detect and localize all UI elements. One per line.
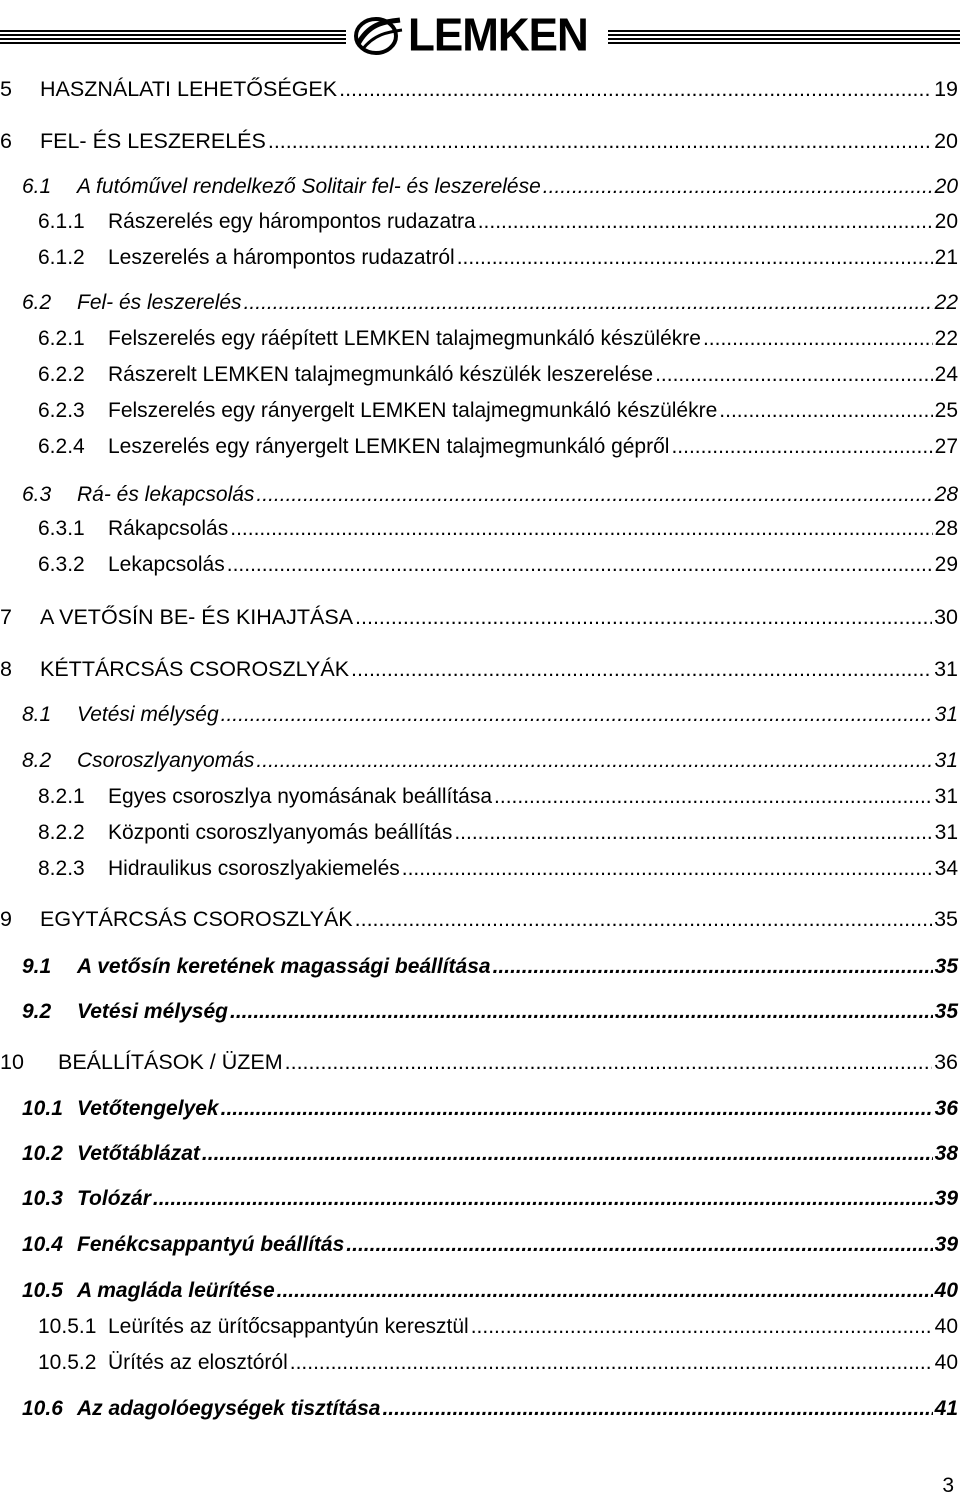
toc-entry-number: 6.2.2 <box>38 363 85 386</box>
toc-entry[interactable] <box>0 744 958 774</box>
toc-entry-number: 6.3.2 <box>38 553 85 576</box>
toc-entry[interactable] <box>0 512 958 542</box>
toc-entry-number: 9 <box>0 907 12 931</box>
toc-entry-title: Felszerelés egy ráépített LEMKEN talajmegmunkáló készülékre <box>108 327 701 350</box>
toc-entry-title: Leürítés az ürítőcsappantyún keresztül <box>108 1315 469 1338</box>
toc-leader-dots <box>268 128 932 154</box>
toc-entry-page: 22 <box>934 327 958 350</box>
toc-entry-page: 31 <box>934 703 958 726</box>
toc-leader-dots <box>351 656 932 682</box>
toc-leader-dots <box>457 245 933 271</box>
page-header <box>0 10 960 62</box>
toc-leader-dots <box>202 1141 933 1167</box>
toc-entry-title: Rá- és lekapcsolás <box>77 483 255 506</box>
toc-entry-title: A magláda leürítése <box>77 1279 275 1302</box>
toc-entry[interactable] <box>0 852 958 882</box>
toc-entry-number: 6.3.1 <box>38 517 85 540</box>
toc-entry-page: 31 <box>934 749 958 772</box>
toc-entry-page: 41 <box>934 1397 958 1420</box>
toc-leader-dots <box>478 209 933 235</box>
toc-entry-number: 10.4 <box>22 1233 63 1256</box>
header-rule-left <box>0 30 346 46</box>
toc-entry-number: 8.2.3 <box>38 857 85 880</box>
toc-entry[interactable] <box>0 600 958 630</box>
toc-entry-title: Rászerelés egy hárompontos rudazatra <box>108 210 476 233</box>
toc-leader-dots <box>471 1314 933 1340</box>
toc-entry-title: A futóművel rendelkező Solitair fel- és leszerelése <box>77 175 541 198</box>
toc-entry[interactable] <box>0 430 958 460</box>
toc-leader-dots <box>256 748 932 774</box>
toc-entry[interactable] <box>0 170 958 200</box>
toc-leader-dots <box>543 174 933 200</box>
toc-entry-title: Fenékcsappantyú beállítás <box>77 1233 345 1256</box>
lemken-emblem-icon <box>352 14 404 58</box>
toc-entry-page: 30 <box>934 605 958 629</box>
toc-entry[interactable] <box>0 1092 958 1122</box>
toc-entry-title: Leszerelés egy rányergelt LEMKEN talajmegmunkáló gépről <box>108 435 670 458</box>
toc-entry-title: Csoroszlyanyomás <box>77 749 255 772</box>
toc-entry-page: 22 <box>934 291 958 314</box>
toc-entry[interactable] <box>0 1045 958 1075</box>
toc-entry-number: 8.2 <box>22 749 52 772</box>
toc-entry-page: 24 <box>934 363 958 386</box>
toc-leader-dots <box>153 1186 933 1212</box>
toc-entry-number: 10 <box>0 1050 24 1074</box>
toc-leader-dots <box>703 326 933 352</box>
toc-leader-dots <box>671 434 932 460</box>
toc-entry-page: 39 <box>934 1233 958 1256</box>
toc-entry-number: 10.5 <box>22 1279 63 1302</box>
toc-entry-page: 36 <box>934 1050 958 1074</box>
toc-entry[interactable] <box>0 950 958 980</box>
toc-entry[interactable] <box>0 1228 958 1258</box>
toc-entry[interactable] <box>0 72 958 102</box>
toc-entry-page: 35 <box>934 907 958 931</box>
toc-leader-dots <box>230 516 932 542</box>
toc-entry[interactable] <box>0 698 958 728</box>
toc-entry-title: Lekapcsolás <box>108 553 225 576</box>
toc-entry-number: 8.2.2 <box>38 821 85 844</box>
toc-leader-dots <box>221 702 933 728</box>
toc-entry-number: 9.2 <box>22 1000 52 1023</box>
toc-entry-number: 5 <box>0 77 12 101</box>
toc-entry-title: Az adagolóegységek tisztítása <box>77 1397 381 1420</box>
toc-entry-page: 38 <box>934 1142 958 1165</box>
toc-entry-title: Egyes csoroszlya nyomásának beállítása <box>108 785 493 808</box>
toc-entry-page: 31 <box>934 657 958 681</box>
toc-entry[interactable] <box>0 124 958 154</box>
toc-leader-dots <box>339 76 932 102</box>
toc-entry-number: 7 <box>0 605 12 629</box>
toc-entry-title: Rászerelt LEMKEN talajmegmunkáló készülék leszerelése <box>108 363 654 386</box>
toc-entry-title: Fel- és leszerelés <box>77 291 242 314</box>
toc-leader-dots <box>346 1232 932 1258</box>
toc-entry-number: 10.5.1 <box>38 1315 97 1338</box>
toc-entry-title: A VETŐSÍN BE- ÉS KIHAJTÁSA <box>40 605 354 629</box>
toc-entry-number: 8.1 <box>22 703 52 726</box>
toc-leader-dots <box>402 856 933 882</box>
toc-entry-page: 28 <box>934 517 958 540</box>
toc-entry-title: BEÁLLÍTÁSOK / ÜZEM <box>58 1050 283 1074</box>
toc-leader-dots <box>494 784 933 810</box>
toc-entry-title: EGYTÁRCSÁS CSOROSZLYÁK <box>40 907 353 931</box>
lemken-logo <box>352 10 604 62</box>
toc-entry-title: Vetési mélység <box>77 1000 228 1023</box>
toc-entry-page: 35 <box>934 955 958 978</box>
toc-entry-page: 40 <box>934 1279 958 1302</box>
toc-leader-dots <box>719 398 932 424</box>
toc-entry-page: 31 <box>934 785 958 808</box>
toc-entry[interactable] <box>0 652 958 682</box>
toc-entry-page: 40 <box>934 1351 958 1374</box>
toc-entry-number: 6.1 <box>22 175 52 198</box>
toc-entry[interactable] <box>0 995 958 1025</box>
toc-entry-title: Rákapcsolás <box>108 517 229 540</box>
toc-entry-page: 34 <box>934 857 958 880</box>
toc-leader-dots <box>355 906 932 932</box>
toc-leader-dots <box>493 954 933 980</box>
toc-leader-dots <box>227 552 933 578</box>
toc-entry-page: 40 <box>934 1315 958 1338</box>
toc-entry-number: 6.2 <box>22 291 52 314</box>
toc-entry-title: Központi csoroszlyanyomás beállítás <box>108 821 453 844</box>
toc-entry[interactable] <box>0 902 958 932</box>
toc-entry[interactable] <box>0 816 958 846</box>
toc-leader-dots <box>290 1350 933 1376</box>
toc-entry[interactable] <box>0 1137 958 1167</box>
toc-entry-title: FEL- ÉS LESZERELÉS <box>40 129 266 153</box>
toc-entry[interactable] <box>0 478 958 508</box>
toc-entry[interactable] <box>0 286 958 316</box>
toc-entry-page: 35 <box>934 1000 958 1023</box>
header-rule-right <box>608 30 960 46</box>
toc-entry-number: 10.6 <box>22 1397 63 1420</box>
toc-entry-page: 31 <box>934 821 958 844</box>
toc-entry-page: 28 <box>934 483 958 506</box>
toc-entry-number: 10.2 <box>22 1142 63 1165</box>
toc-entry-page: 19 <box>934 77 958 101</box>
toc-entry-page: 27 <box>934 435 958 458</box>
toc-entry[interactable] <box>0 1182 958 1212</box>
toc-entry-title: Ürítés az elosztóról <box>108 1351 288 1374</box>
toc-entry[interactable] <box>0 1392 958 1422</box>
toc-leader-dots <box>221 1096 933 1122</box>
toc-leader-dots <box>285 1049 932 1075</box>
toc-leader-dots <box>277 1278 933 1304</box>
toc-entry-page: 20 <box>934 175 958 198</box>
toc-entry-number: 9.1 <box>22 955 52 978</box>
toc-entry-title: Vetési mélység <box>77 703 219 726</box>
toc-entry-title: Vetőtengelyek <box>77 1097 219 1120</box>
toc-entry-number: 6 <box>0 129 12 153</box>
toc-entry[interactable] <box>0 780 958 810</box>
toc-entry[interactable] <box>0 358 958 388</box>
toc-entry[interactable] <box>0 394 958 424</box>
toc-entry[interactable] <box>0 1274 958 1304</box>
toc-leader-dots <box>382 1396 932 1422</box>
toc-entry-number: 6.1.1 <box>38 210 85 233</box>
toc-entry-number: 8.2.1 <box>38 785 85 808</box>
toc-entry[interactable] <box>0 548 958 578</box>
toc-leader-dots <box>655 362 933 388</box>
toc-entry-title: Felszerelés egy rányergelt LEMKEN talajmegmunkáló készülékre <box>108 399 718 422</box>
toc-entry-page: 25 <box>934 399 958 422</box>
toc-entry[interactable] <box>0 322 958 352</box>
toc-entry-number: 6.2.1 <box>38 327 85 350</box>
toc-entry-page: 39 <box>934 1187 958 1210</box>
toc-entry-title: Leszerelés a hárompontos rudazatról <box>108 246 455 269</box>
toc-entry-number: 8 <box>0 657 12 681</box>
toc-entry-number: 10.5.2 <box>38 1351 97 1374</box>
toc-leader-dots <box>355 604 932 630</box>
toc-entry-title: A vetősín keretének magassági beállítása <box>77 955 491 978</box>
brand-name: LEMKEN <box>408 9 588 62</box>
toc-entry[interactable] <box>0 241 958 271</box>
toc-entry-title: Hidraulikus csoroszlyakiemelés <box>108 857 400 880</box>
toc-entry-title: Tolózár <box>77 1187 151 1210</box>
toc-entry-number: 10.1 <box>22 1097 63 1120</box>
toc-leader-dots <box>256 482 932 508</box>
toc-leader-dots <box>454 820 932 846</box>
toc-entry-number: 6.2.4 <box>38 435 85 458</box>
toc-entry-page: 29 <box>934 553 958 576</box>
toc-entry-page: 36 <box>934 1097 958 1120</box>
toc-entry-number: 6.1.2 <box>38 246 85 269</box>
toc-entry[interactable] <box>0 205 958 235</box>
toc-entry-number: 10.3 <box>22 1187 63 1210</box>
toc-entry[interactable] <box>0 1310 958 1340</box>
toc-entry-number: 6.3 <box>22 483 52 506</box>
toc-entry-page: 20 <box>934 210 958 233</box>
toc-entry-title: Vetőtáblázat <box>77 1142 200 1165</box>
toc-entry-title: HASZNÁLATI LEHETŐSÉGEK <box>40 77 338 101</box>
toc-leader-dots <box>244 290 933 316</box>
toc-entry-page: 21 <box>934 246 958 269</box>
toc-entry-page: 20 <box>934 129 958 153</box>
page-number: 3 <box>942 1474 954 1497</box>
toc-entry[interactable] <box>0 1346 958 1376</box>
toc-entry-title: KÉTTÁRCSÁS CSOROSZLYÁK <box>40 657 350 681</box>
toc-entry-number: 6.2.3 <box>38 399 85 422</box>
toc-leader-dots <box>230 999 933 1025</box>
